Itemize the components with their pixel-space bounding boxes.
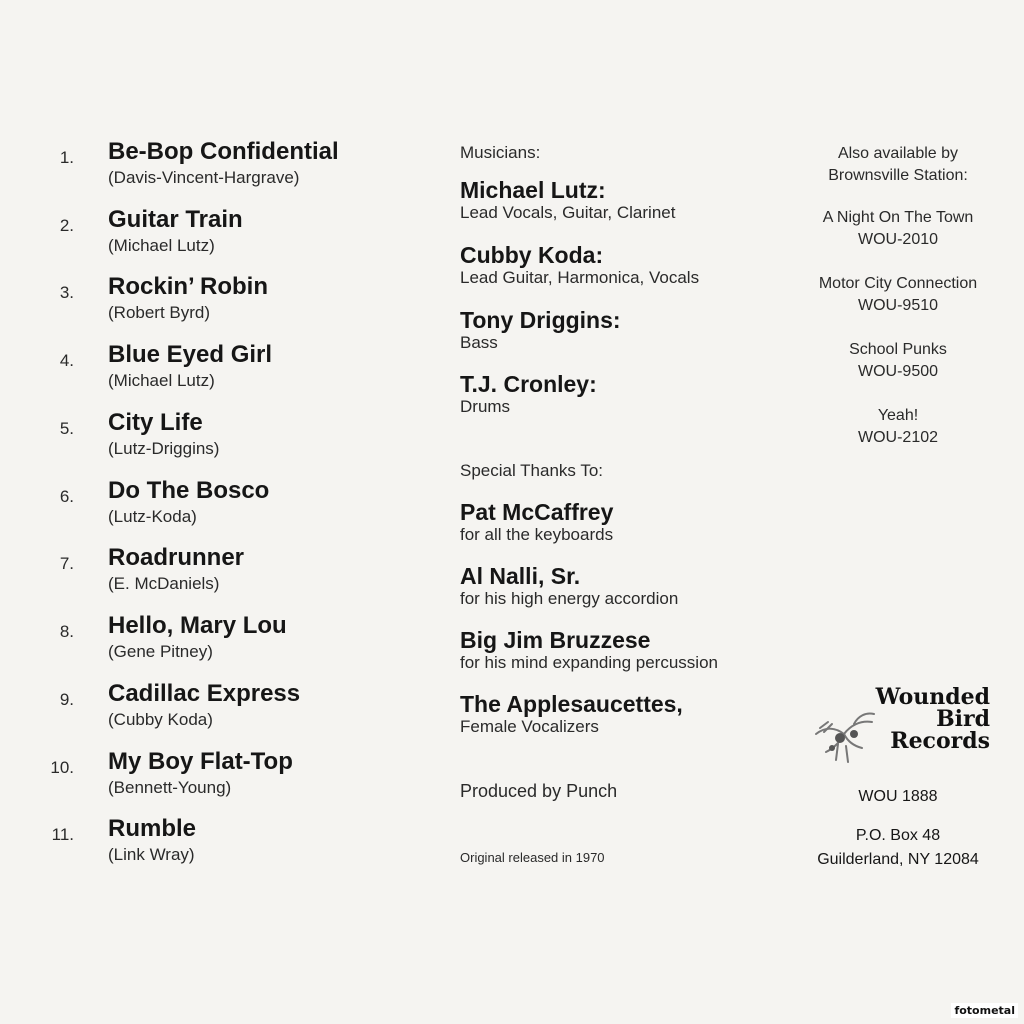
track-item (0, 409, 420, 469)
thanks-name: Pat McCaffrey (460, 499, 614, 525)
musicians-heading: Musicians: (460, 143, 541, 162)
label-word-3: Records (890, 728, 990, 754)
track-number: 11. (51, 825, 74, 844)
track-credit: (Lutz-Koda) (108, 507, 197, 526)
track-item (0, 612, 420, 672)
special-thanks-heading: Special Thanks To: (460, 461, 604, 480)
musician-entry (460, 242, 790, 288)
musician-role: Bass (460, 333, 498, 352)
address-line-2: Guilderland, NY 12084 (817, 851, 979, 868)
release-entry (790, 207, 1006, 251)
track-number: 9. (59, 690, 74, 709)
release-catalog: WOU-9510 (857, 297, 939, 314)
track-title: City Life (108, 409, 203, 436)
release-catalog: WOU-9500 (857, 363, 939, 380)
track-credit: (Lutz-Driggins) (108, 439, 220, 458)
track-number: 1. (59, 148, 74, 167)
track-title: Guitar Train (108, 206, 243, 233)
track-credit: (Bennett-Young) (108, 778, 232, 797)
track-title: Rumble (108, 815, 197, 842)
track-credit: (Davis-Vincent-Hargrave) (108, 168, 300, 187)
musician-name: Tony Driggins: (460, 307, 621, 333)
track-number: 7. (59, 554, 74, 573)
also-available-heading (790, 143, 1006, 187)
label-address (790, 824, 1006, 872)
track-credit: (Link Wray) (108, 845, 195, 864)
thanks-entry (460, 627, 790, 673)
track-item (0, 680, 420, 740)
release-title: A Night On The Town (822, 209, 974, 226)
track-item (0, 815, 420, 875)
track-title: Blue Eyed Girl (108, 341, 273, 368)
track-credit: (Michael Lutz) (108, 371, 215, 390)
musician-role: Lead Guitar, Harmonica, Vocals (460, 268, 700, 287)
musician-name: Cubby Koda: (460, 242, 604, 268)
track-title: My Boy Flat-Top (108, 748, 293, 775)
also-available-line2: Brownsville Station: (828, 167, 968, 184)
thanks-name: The Applesaucettes, (460, 691, 683, 717)
release-title: School Punks (849, 341, 947, 358)
release-entry (790, 339, 1006, 383)
release-catalog: WOU-2010 (857, 231, 939, 248)
release-entry (790, 273, 1006, 317)
thanks-name: Al Nalli, Sr. (460, 563, 581, 589)
track-title: Hello, Mary Lou (108, 612, 287, 639)
label-wordmark (876, 686, 990, 752)
track-item (0, 477, 420, 537)
track-number: 2. (59, 216, 74, 235)
track-credit: (Michael Lutz) (108, 236, 215, 255)
label-word-2: Bird (936, 706, 990, 732)
track-number: 8. (59, 622, 74, 641)
catalog-number: WOU 1888 (858, 788, 938, 805)
track-item (0, 138, 420, 198)
track-credit: (Gene Pitney) (108, 642, 213, 661)
musician-entry (460, 177, 790, 223)
address-line-1: P.O. Box 48 (855, 827, 941, 844)
track-number: 10. (50, 758, 74, 777)
track-item (0, 748, 420, 808)
track-item (0, 273, 420, 333)
bird-icon (810, 704, 882, 768)
track-number: 5. (59, 419, 74, 438)
thanks-entry (460, 563, 790, 609)
musician-entry (460, 307, 790, 353)
track-credit: (E. McDaniels) (108, 574, 220, 593)
thanks-role: for his mind expanding percussion (460, 653, 718, 672)
track-title: Cadillac Express (108, 680, 301, 707)
release-title: Motor City Connection (818, 275, 978, 292)
track-credit: (Robert Byrd) (108, 303, 211, 322)
watermark: fotometal (951, 1003, 1018, 1018)
musician-name: Michael Lutz: (460, 177, 606, 203)
musician-entry (460, 371, 790, 417)
thanks-role: Female Vocalizers (460, 717, 599, 736)
wounded-bird-logo (810, 686, 990, 772)
track-number: 3. (59, 283, 74, 302)
track-credit: (Cubby Koda) (108, 710, 213, 729)
release-entry (790, 405, 1006, 449)
also-available-line1: Also available by (837, 145, 959, 162)
thanks-role: for his high energy accordion (460, 589, 679, 608)
track-item (0, 341, 420, 401)
track-item (0, 206, 420, 266)
release-title: Yeah! (877, 407, 919, 424)
musician-role: Drums (460, 397, 511, 416)
track-title: Do The Bosco (108, 477, 270, 504)
thanks-entry (460, 499, 790, 545)
track-title: Be-Bop Confidential (108, 138, 339, 165)
track-number: 4. (59, 351, 74, 370)
track-title: Roadrunner (108, 544, 245, 571)
original-release-text: Original released in 1970 (460, 850, 605, 865)
thanks-role: for all the keyboards (460, 525, 614, 544)
track-title: Rockin’ Robin (108, 273, 269, 300)
produced-by-text: Produced by Punch (460, 781, 618, 801)
musician-name: T.J. Cronley: (460, 371, 597, 397)
release-catalog: WOU-2102 (857, 429, 939, 446)
thanks-name: Big Jim Bruzzese (460, 627, 651, 653)
label-word-1: Wounded (875, 684, 990, 710)
thanks-entry (460, 691, 790, 737)
track-item (0, 544, 420, 604)
track-number: 6. (59, 487, 74, 506)
musician-role: Lead Vocals, Guitar, Clarinet (460, 203, 676, 222)
